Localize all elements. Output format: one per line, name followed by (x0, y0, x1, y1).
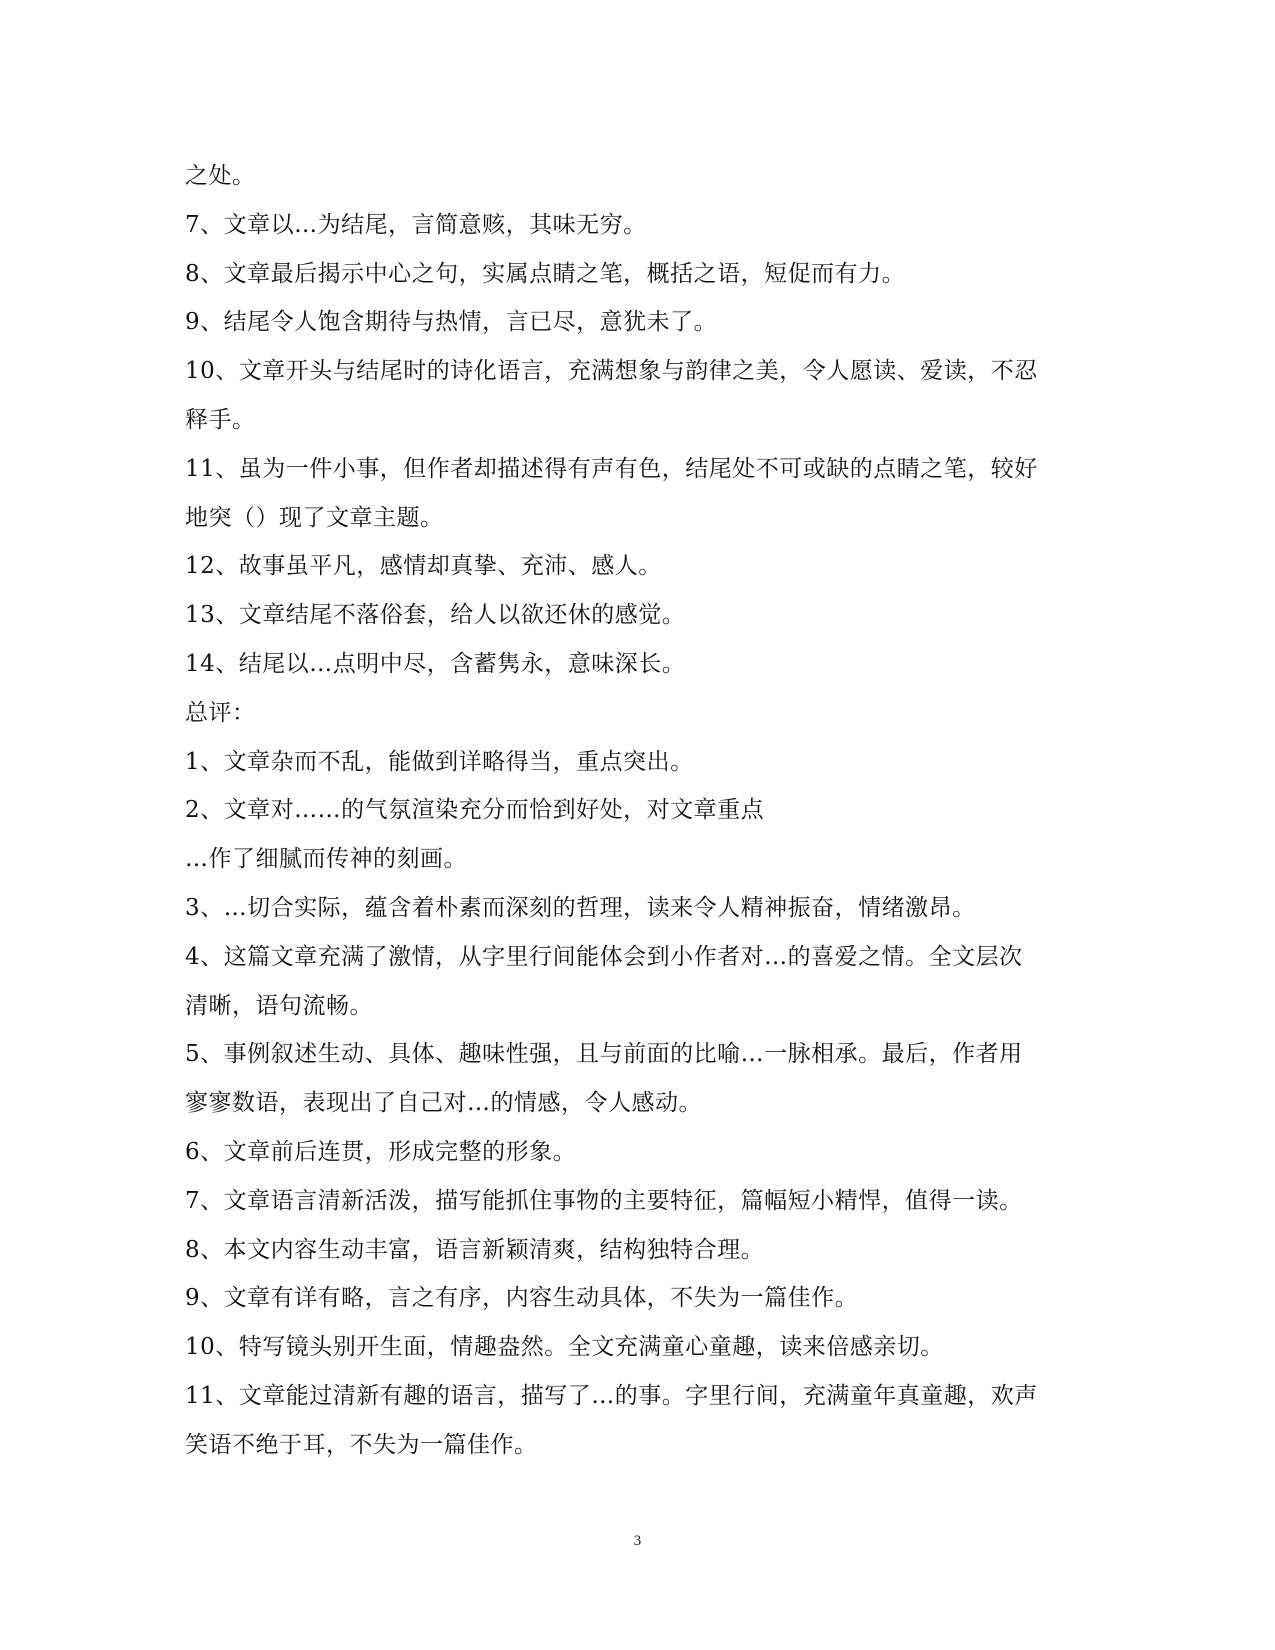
text-line: 8、文章最后揭示中心之句，实属点睛之笔，概括之语，短促而有力。 (185, 260, 906, 287)
text-line: 10、文章开头与结尾时的诗化语言，充满想象与韵律之美，令人愿读、爱读，不忍 (185, 358, 1038, 385)
document-body (185, 152, 1090, 1470)
text-line: 9、文章有详有略，言之有序，内容生动具体，不失为一篇佳作。 (185, 1285, 859, 1312)
text-line: 笑语不绝于耳，不失为一篇佳作。 (185, 1431, 538, 1458)
page-number: 3 (633, 1533, 642, 1549)
text-line: 释手。 (185, 406, 256, 433)
text-line: 4、这篇文章充满了激情，从字里行间能体会到小作者对…的喜爱之情。全文层次 (185, 943, 1023, 970)
text-line: 之处。 (185, 163, 256, 189)
text-line: 清晰，语句流畅。 (185, 992, 373, 1019)
text-line: 11、文章能过清新有趣的语言，描写了…的事。字里行间，充满童年真童趣，欢声 (185, 1382, 1038, 1409)
text-line: 6、文章前后连贯，形成完整的形象。 (185, 1138, 577, 1165)
section-heading-summary: 总评： (185, 699, 256, 726)
text-line: 10、特写镜头别开生面，情趣盎然。全文充满童心童趣，读来倍感亲切。 (185, 1334, 944, 1361)
text-line: 8、本文内容生动丰富，语言新颖清爽，结构独特合理。 (185, 1236, 765, 1263)
text-line: 11、虽为一件小事，但作者却描述得有声有色，结尾处不可或缺的点睛之笔，较好 (185, 455, 1038, 482)
text-line: 2、文章对……的气氛渲染充分而恰到好处，对文章重点 (185, 797, 765, 824)
text-line: 地突（）现了文章主题。 (185, 504, 444, 531)
text-line: 7、文章语言清新活泼，描写能抓住事物的主要特征，篇幅短小精悍，值得一读。 (185, 1187, 1023, 1214)
text-line: 12、故事虽平凡，感情却真挚、充沛、感人。 (185, 553, 662, 580)
text-line: 7、文章以…为结尾，言简意赅，其味无穷。 (185, 211, 647, 238)
text-line: 13、文章结尾不落俗套，给人以欲还休的感觉。 (185, 602, 686, 629)
text-line: 寥寥数语，表现出了自己对…的情感，令人感动。 (185, 1090, 702, 1117)
text-line: 14、结尾以…点明中尽，含蓄隽永，意味深长。 (185, 650, 686, 677)
text-line: 5、事例叙述生动、具体、趣味性强，且与前面的比喻…一脉相承。最后，作者用 (185, 1041, 1023, 1068)
text-line: 9、结尾令人饱含期待与热情，言已尽，意犹未了。 (185, 309, 718, 336)
text-line: 3、…切合实际，蕴含着朴素而深刻的哲理，读来令人精神振奋，情绪激昂。 (185, 894, 976, 921)
text-line: 1、文章杂而不乱，能做到详略得当，重点突出。 (185, 748, 694, 775)
text-line: …作了细腻而传神的刻画。 (185, 846, 467, 873)
